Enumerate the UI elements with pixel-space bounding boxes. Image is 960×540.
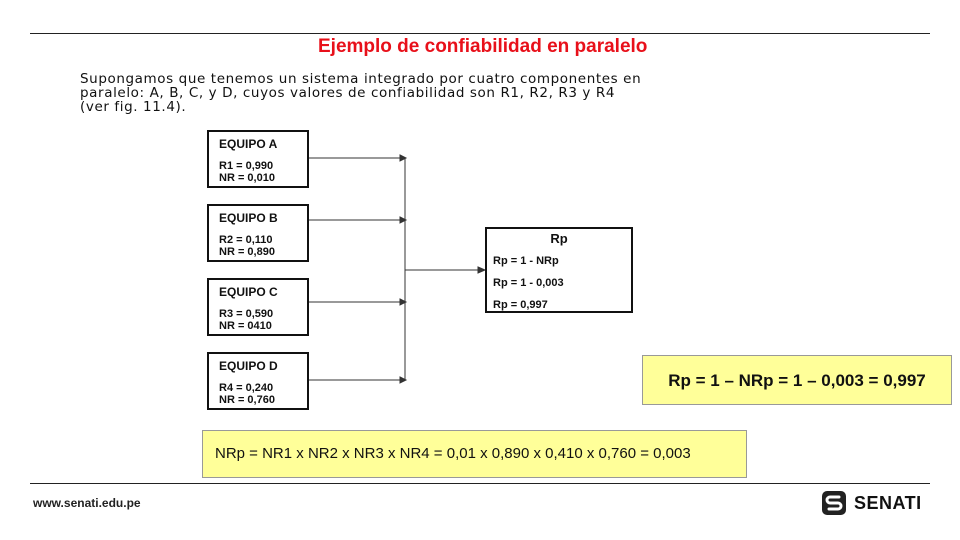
intro-line-1: Supongamos que tenemos un sistema integrado por cuatro componentes en: [80, 71, 642, 87]
equipo-d-nr: NR = 0,760: [219, 394, 275, 406]
equipo-a-values: [219, 160, 275, 184]
arrow-output: [478, 267, 485, 273]
rp-line-2: Rp = 1 - 0,003: [493, 277, 564, 289]
equipo-d-r: R4 = 0,240: [219, 382, 274, 394]
equipo-c-values: [219, 308, 273, 332]
equipo-b-r: R2 = 0,110: [219, 234, 273, 246]
equipo-c-name: EQUIPO C: [219, 285, 278, 299]
footer-url: www.senati.edu.pe: [33, 496, 141, 510]
equipo-a-nr: NR = 0,010: [219, 172, 275, 184]
rp-result-box: [485, 227, 633, 313]
equipo-b-name: EQUIPO B: [219, 211, 278, 225]
equipo-b-box: [207, 204, 309, 262]
senati-logo-icon: [820, 489, 848, 517]
equipo-b-nr: NR = 0,890: [219, 246, 275, 258]
intro-line-2: paralelo: A, B, C, y D, cuyos valores de confiabilidad son R1, R2, R3 y R4: [80, 85, 616, 101]
rp-line-3: Rp = 0,997: [493, 299, 548, 311]
equipo-a-box: [207, 130, 309, 188]
equipo-a-name: EQUIPO A: [219, 137, 278, 151]
equipo-a-r: R1 = 0,990: [219, 160, 274, 172]
nrp-formula-highlight: NRp = NR1 x NR2 x NR3 x NR4 = 0,01 x 0,890 x 0,410 x 0,760 = 0,003: [202, 430, 747, 478]
rp-heading: Rp: [550, 231, 568, 246]
senati-logo-text: SENATI: [854, 492, 922, 513]
slide-title: Ejemplo de confiabilidad en paralelo: [318, 36, 648, 57]
equipo-d-box: [207, 352, 309, 410]
rp-line-1: Rp = 1 - NRp: [493, 255, 559, 267]
equipo-b-values: [219, 234, 275, 258]
equipo-c-box: [207, 278, 309, 336]
equipo-d-name: EQUIPO D: [219, 359, 278, 373]
equipo-d-values: [219, 382, 275, 406]
intro-line-3: (ver fig. 11.4).: [80, 99, 187, 115]
equipo-c-nr: NR = 0410: [219, 320, 272, 332]
bottom-divider: [30, 483, 930, 484]
equipo-c-r: R3 = 0,590: [219, 308, 274, 320]
senati-logo: [820, 489, 922, 517]
rp-formula-highlight: Rp = 1 – NRp = 1 – 0,003 = 0,997: [642, 355, 952, 405]
